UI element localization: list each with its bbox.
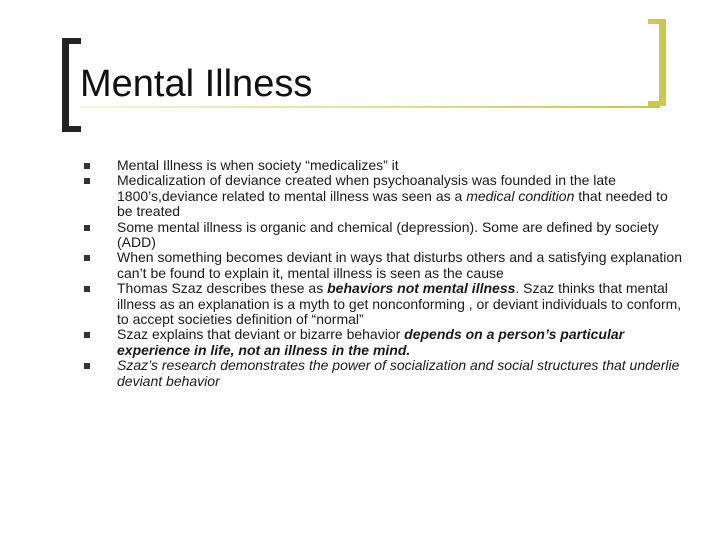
bullet-list [84,158,684,389]
slide-title: Mental Illness [80,63,313,105]
left-bracket-top-bar [62,38,81,44]
bullet-text-run: Medicalization of deviance created when psychoanalysis was founded in the late 1800’s,deviance related to mental illness was seen as a [117,172,616,204]
bullet-text-run: Thomas Szaz describes these as [117,280,328,297]
bullet-text-run: Szaz explains that deviant or bizarre behavior [117,326,405,343]
bullet-item [84,281,684,327]
bullet-text-run: Szaz’s research demonstrates the power of socialization and social structures that underlie deviant behavior [117,357,680,389]
bullet-marker-icon [84,255,90,261]
bullet-item [84,220,684,251]
bullet-text-run: When something becomes deviant in ways that disturbs others and a satisfying explanation can’t be found to explain it, mental illness is seen as the cause [117,249,682,281]
bullet-text-run: that needed to be treated [117,187,668,220]
bullet-marker-icon [84,286,90,292]
bullet-text-run: behaviors not mental illness [327,280,516,297]
bullet-item [84,327,684,358]
bullet-item [84,173,684,219]
bullet-item [84,250,684,281]
bullet-marker-icon [84,363,90,369]
bullet-text-run: Mental Illness is when society “medicalizes” it [117,157,399,173]
bullet-marker-icon [84,225,90,231]
bullet-text-run: Some mental illness is organic and chemical (depression). Some are defined by society (ADD) [117,218,659,251]
right-bracket-top-bar [648,19,666,24]
bullet-text-run: medical condition [466,187,575,204]
bullet-item [84,358,684,389]
left-bracket-vertical-bar [62,38,69,132]
bullet-marker-icon [84,332,90,338]
bullet-text-run: . Szaz thinks that mental illness as an explanation is a myth to get nonconforming , or deviant individuals to conform, to accept societies definition of “normal” [117,280,682,328]
bullet-marker-icon [84,163,90,169]
title-underline [80,106,660,108]
bullet-item [84,158,684,173]
right-bracket-vertical-bar [659,19,666,106]
bullet-text-run: depends on a person’s particular experience in life, not an illness in the mind. [117,326,625,358]
bullet-marker-icon [84,178,90,184]
left-bracket-bottom-bar [62,126,81,132]
